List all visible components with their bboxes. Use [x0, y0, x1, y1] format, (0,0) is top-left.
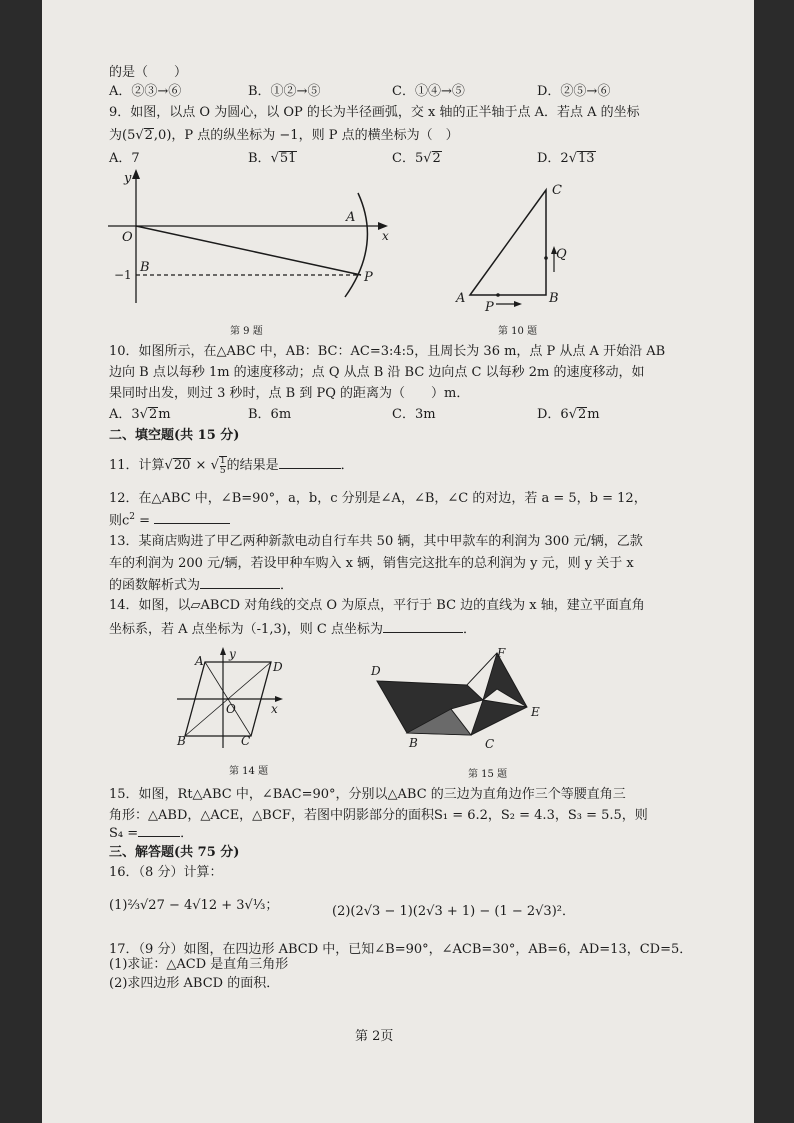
- fig10-label-b: B: [549, 291, 559, 306]
- q15-answer-blank[interactable]: [138, 823, 180, 837]
- q10-option-b: B．6m: [248, 407, 292, 422]
- fig14-label-x: x: [271, 702, 278, 716]
- fig9-label-a: A: [346, 210, 356, 225]
- fig14-label-b: B: [177, 734, 186, 748]
- fig9-label-p: P: [364, 270, 373, 285]
- fig10-caption: 第 10 题: [498, 326, 538, 337]
- q9-option-b: B．√51: [248, 151, 297, 166]
- q9-line2: 为(5√2,0)，P 点的纵坐标为 −1，则 P 点的横坐标为（ ）: [109, 128, 459, 143]
- q10-line1: 10．如图所示，在△ABC 中，AB：BC：AC=3:4:5，且周长为 36 m，点 P 从点 A 开始沿 AB: [109, 344, 666, 359]
- fig9-label-y: y: [124, 171, 132, 186]
- fig15-caption: 第 15 题: [468, 769, 508, 780]
- fig15-label-d: D: [371, 664, 381, 678]
- q8-option-b: B．①②→⑤: [248, 84, 321, 99]
- fig14-label-y: y: [229, 647, 236, 661]
- fig14-label-a: A: [195, 654, 204, 668]
- q11-line: 11．计算√20 × √ $\frac{1}{5}$ 的结果是 ．: [109, 455, 354, 476]
- q16-part1: (1)⅔√27 − 4√12 + 3√⅓；: [109, 898, 279, 913]
- fig14-caption: 第 14 题: [229, 766, 269, 777]
- q15-line1: 15．如图，Rt△ABC 中，∠BAC=90°，分别以△ABC 的三边为直角边作三个等腰直角三: [109, 787, 626, 802]
- section-3-heading: 三、解答题(共 75 分): [109, 845, 240, 860]
- fig15-label-f: F: [497, 646, 506, 660]
- q15-line3: S₄ = ．: [109, 823, 193, 842]
- fig15-label-b: B: [409, 736, 418, 750]
- fig9-label-b: B: [140, 260, 150, 275]
- fig9-label-o: O: [122, 230, 133, 245]
- fig14-label-o: O: [226, 702, 236, 716]
- q8-option-d: D．②⑤→⑥: [537, 84, 611, 99]
- fig14-label-d: D: [273, 660, 283, 674]
- section-2-heading: 二、填空题(共 15 分): [109, 428, 240, 443]
- figure-10: [452, 180, 592, 315]
- q14-line1: 14．如图，以▱ABCD 对角线的交点 O 为原点，平行于 BC 边的直线为 x 轴，建立平面直角: [109, 598, 645, 613]
- q9-option-d: D．2√13: [537, 151, 595, 166]
- page-number: 第 2页: [355, 1029, 394, 1044]
- fig15-label-c: C: [485, 737, 495, 751]
- q17-part2: (2)求四边形 ABCD 的面积．: [109, 976, 280, 991]
- q9-option-a: A．7: [109, 151, 140, 166]
- exam-page: [42, 0, 754, 1123]
- q16-part2: (2)(2√3 − 1)(2√3 + 1) − (1 − 2√3)²．: [332, 904, 575, 919]
- fig14-label-c: C: [241, 734, 251, 748]
- fig15-label-e: E: [531, 705, 540, 719]
- figure-9: [102, 165, 402, 310]
- fig9-label-x: x: [382, 229, 389, 243]
- q13-answer-blank[interactable]: [200, 575, 280, 589]
- q17-line1: 17．（9 分）如图，在四边形 ABCD 中，已知∠B=90°，∠ACB=30°，AB=6，AD=13，CD=5．: [109, 942, 693, 957]
- q13-line1: 13．某商店购进了甲乙两种新款电动自行车共 50 辆，其中甲款车的利润为 300 元/辆，乙款: [109, 534, 643, 549]
- q10-line2: 边向 B 点以每秒 1m 的速度移动；点 Q 从点 B 沿 BC 边向点 C 以每秒 2m 的速度移动，如: [109, 365, 645, 380]
- q13-line2: 车的利润为 200 元/辆，若设甲种车购入 x 辆，销售完这批车的总利润为 y 元，则 y 关于 x: [109, 556, 634, 571]
- fig10-label-q: Q: [556, 247, 567, 262]
- fig9-label-neg1: −1: [114, 268, 132, 282]
- fig10-label-c: C: [552, 183, 562, 198]
- q12-line1: 12．在△ABC 中，∠B=90°，a，b，c 分别是∠A，∠B，∠C 的对边，若 a = 5，b = 12，: [109, 491, 647, 506]
- fig10-label-p: P: [485, 300, 494, 315]
- q8-option-a: A．②③→⑥: [109, 84, 182, 99]
- fig10-label-a: A: [456, 291, 466, 306]
- q17-part1: (1)求证：△ACD 是直角三角形: [109, 957, 289, 972]
- q15-line2: 角形：△ABD，△ACE，△BCF，若图中阴影部分的面积S₁ = 6.2，S₂ = 4.3，S₃ = 5.5，则: [109, 808, 648, 823]
- q9-line1: 9．如图，以点 O 为圆心，以 OP 的长为半径画弧，交 x 轴的正半轴于点 A．若点 A 的坐标: [109, 105, 640, 120]
- q8-option-c: C．①④→⑤: [392, 84, 465, 99]
- q10-option-d: D．6√2m: [537, 407, 600, 422]
- q10-line3: 果同时出发，则过 3 秒时，点 B 到 PQ 的距离为（ ）m．: [109, 386, 470, 401]
- q9-option-c: C．5√2: [392, 151, 441, 166]
- q10-option-c: C．3m: [392, 407, 436, 422]
- figure-14: [167, 642, 287, 754]
- figure-15: [367, 645, 557, 755]
- q12-line2: 则$c^2$ =: [109, 509, 230, 529]
- q10-option-a: A．3√2m: [109, 407, 171, 422]
- fig9-caption: 第 9 题: [230, 326, 263, 337]
- q12-answer-blank[interactable]: [154, 510, 230, 524]
- q11-answer-blank[interactable]: [279, 455, 341, 469]
- q14-line2: 坐标系，若 A 点坐标为（-1,3)，则 C 点坐标为 ．: [109, 619, 476, 638]
- q8-stem: 的是（ ）: [109, 65, 188, 80]
- q14-answer-blank[interactable]: [383, 619, 463, 633]
- q16-stem: 16．（8 分）计算：: [109, 865, 223, 880]
- q13-line3: 的函数解析式为 ．: [109, 575, 293, 594]
